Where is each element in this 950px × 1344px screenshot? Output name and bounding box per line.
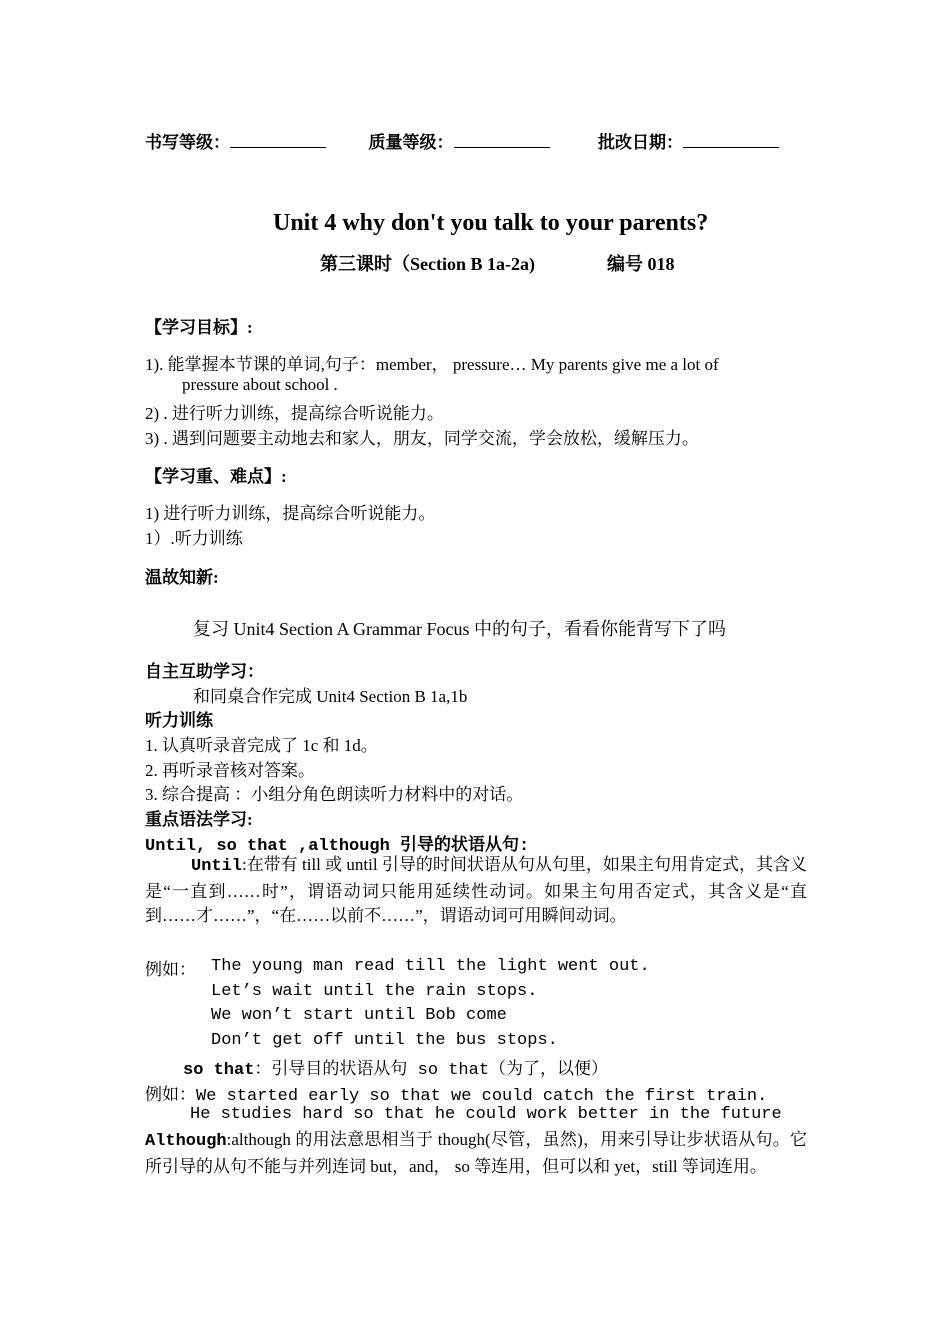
objective-item: 1). 能掌握本节课的单词,句子：member， pressure… My parents give me a lot of xyxy=(145,355,719,374)
grammar-heading: 重点语法学习: xyxy=(145,810,253,829)
objective-item: 2) . 进行听力训练，提高综合听说能力。 xyxy=(145,404,444,423)
lesson-label: 第三课时（Section B 1a-2a) xyxy=(320,254,535,274)
so-that-example: He studies hard so that he could work better in the future xyxy=(190,1105,782,1124)
key-point-item: 1）.听力训练 xyxy=(145,529,243,548)
so-that-example: We started early so that we could catch the first train. xyxy=(196,1087,768,1106)
until-example: Let’s wait until the rain stops. xyxy=(211,982,538,1001)
listening-heading: 听力训练 xyxy=(145,711,213,730)
listening-item: 3. 综合提高 ：小组分角色朗读听力材料中的对话。 xyxy=(145,785,524,804)
although-explanation xyxy=(145,1128,807,1179)
so-that-example-row xyxy=(145,1080,767,1106)
quality-grade-label: 质量等级： xyxy=(368,133,454,152)
grammar-subheading: Until, so that ,although 引导的状语从句: xyxy=(145,837,530,856)
objective-item-continuation: pressure about school . xyxy=(182,375,338,394)
quality-grade-blank xyxy=(454,133,550,148)
key-point-item: 1) 进行听力训练，提高综合听说能力。 xyxy=(145,504,436,523)
unit-title: Unit 4 why don't you talk to your parents? xyxy=(273,210,709,236)
self-study-heading: 自主互助学习： xyxy=(145,662,264,681)
until-text: :在带有 till 或 until 引导的时间状语从句从句里，如果主句用肯定式，其含义是“一直到……时”，谓语动词只能用延续性动词。如果主句用否定式，其含义是“直到……才……”，“在……以前不……”，谓语动词可用瞬间动词。 xyxy=(145,855,807,925)
so-that-term: so that xyxy=(183,1061,255,1080)
so-that-explanation xyxy=(183,1054,608,1080)
so-that-text: ：引导目的状语从句 so that（为了，以便） xyxy=(254,1061,609,1080)
although-term: Although xyxy=(145,1132,227,1151)
grading-date-label: 批改日期： xyxy=(598,133,683,152)
review-heading: 温故知新: xyxy=(145,568,219,587)
listening-item: 1. 认真听录音完成了 1c 和 1d。 xyxy=(145,736,378,755)
example-label: 例如： xyxy=(145,1085,196,1104)
grading-date-blank xyxy=(683,133,779,148)
objectives-heading: 【学习目标】: xyxy=(145,318,253,337)
until-explanation xyxy=(145,853,807,929)
although-text: :although 的用法意思相当于 though(尽管，虽然)，用来引导让步状语从句。它所引导的从句不能与并列连词 but，and， so 等连用，但可以和 yet，still 等词连用。 xyxy=(145,1130,807,1176)
listening-item: 2. 再听录音核对答案。 xyxy=(145,761,315,780)
writing-grade-label: 书写等级： xyxy=(145,133,230,152)
writing-grade-blank xyxy=(230,133,326,148)
grading-line xyxy=(145,128,779,153)
example-label: 例如： xyxy=(145,960,196,979)
until-example: The young man read till the light went out. xyxy=(211,957,650,976)
key-points-heading: 【学习重、难点】: xyxy=(145,467,287,486)
self-study-text: 和同桌合作完成 Unit4 Section B 1a,1b xyxy=(193,687,468,706)
lesson-number: 编号 018 xyxy=(607,254,675,274)
until-example: Don’t get off until the bus stops. xyxy=(211,1031,558,1050)
until-term: Until xyxy=(191,857,243,876)
objective-item: 3) . 遇到问题要主动地去和家人，朋友，同学交流，学会放松，缓解压力。 xyxy=(145,429,699,448)
until-example: We won’t start until Bob come xyxy=(211,1006,507,1025)
review-text: 复习 Unit4 Section A Grammar Focus 中的句子，看看你能背写下了吗 xyxy=(193,619,726,639)
